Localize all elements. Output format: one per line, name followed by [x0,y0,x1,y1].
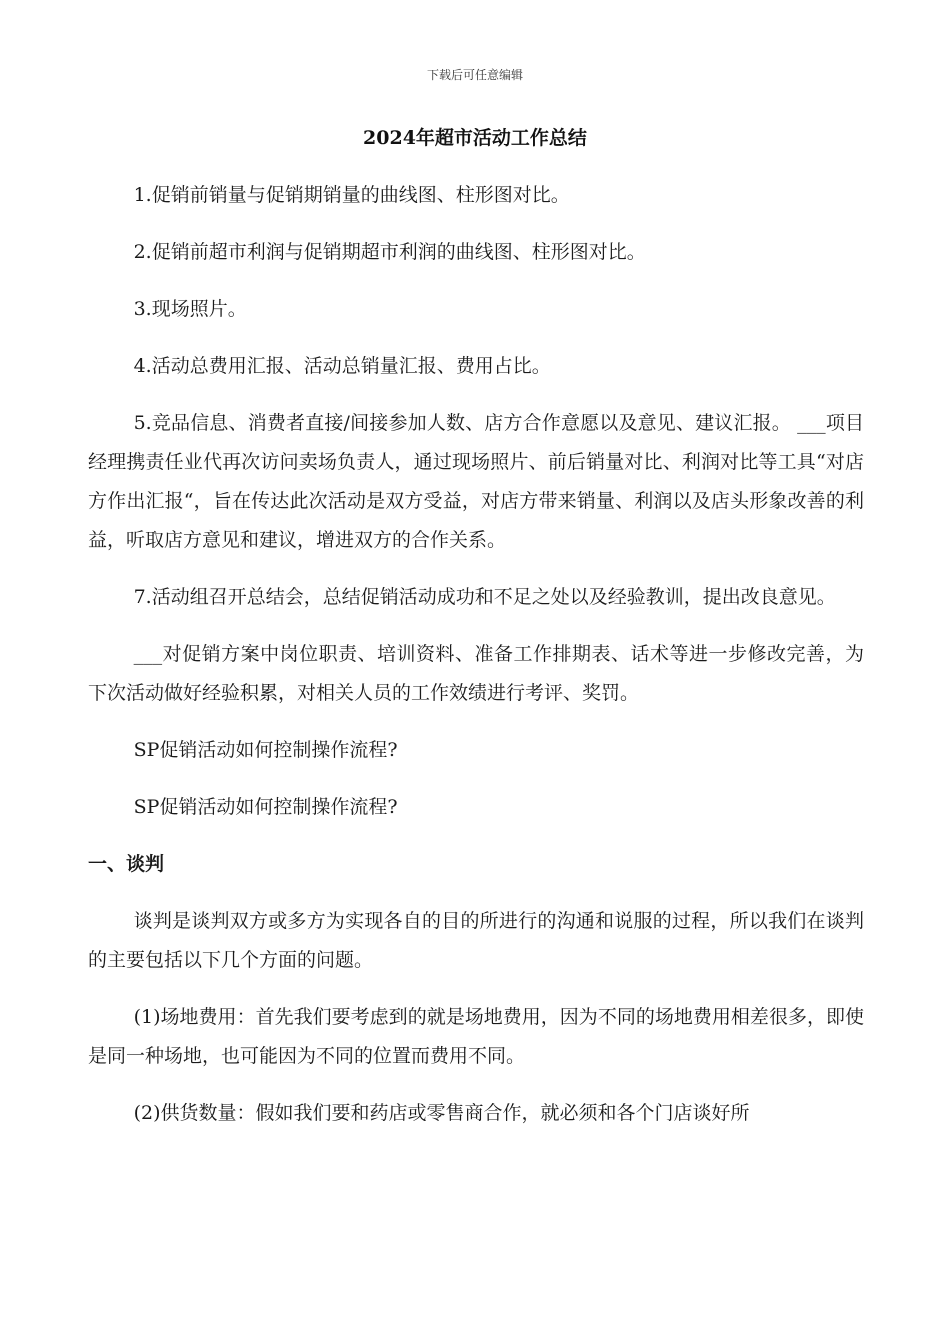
paragraph-sp-question-2: SP促销活动如何控制操作流程? [133,796,398,818]
paragraph-revision: ___对促销方案中岗位职责、培训资料、准备工作排期表、话术等进一步修改完善，为下次活动做好经验积累，对相关人员的工作效绩进行考评、奖罚。 [88,643,864,704]
paragraph-venue-fee: (1)场地费用：首先我们要考虑到的就是场地费用，因为不同的场地费用相差很多，即使是同一种场地，也可能因为不同的位置而费用不同。 [88,1006,864,1067]
paragraph-7: 7.活动组召开总结会，总结促销活动成功和不足之处以及经验教训，提出改良意见。 [133,586,836,608]
paragraph-sp-question-1: SP促销活动如何控制操作流程? [133,739,398,761]
paragraph-5: 5.竞品信息、消费者直接/间接参加人数、店方合作意愿以及意见、建议汇报。 ___项目经理携责任业代再次访问卖场负责人，通过现场照片、前后销量对比、利润对比等工具“对店方作出汇报“，旨在传达此次活动是双方受益，对店方带来销量、利润以及店头形象改善的利益，听取店方意见和建议，增进双方的合作关系。 [88,412,864,551]
section-heading-negotiation: 一、谈判 [88,853,165,875]
paragraph-3: 3.现场照片。 [133,298,247,320]
paragraph-4: 4.活动总费用汇报、活动总销量汇报、费用占比。 [133,355,551,377]
paragraph-1: 1.促销前销量与促销期销量的曲线图、柱形图对比。 [133,184,570,206]
download-note: 下载后可任意编辑 [426,68,523,82]
document-body [88,176,864,1151]
paragraph-2: 2.促销前超市利润与促销期超市利润的曲线图、柱形图对比。 [133,241,646,263]
paragraph-negotiation-intro: 谈判是谈判双方或多方为实现各自的目的所进行的沟通和说服的过程，所以我们在谈判的主要包括以下几个方面的问题。 [88,910,864,971]
document-title: 2024年超市活动工作总结 [363,127,587,149]
paragraph-supply-quantity: (2)供货数量：假如我们要和药店或零售商合作，就必须和各个门店谈好所 [133,1102,750,1124]
